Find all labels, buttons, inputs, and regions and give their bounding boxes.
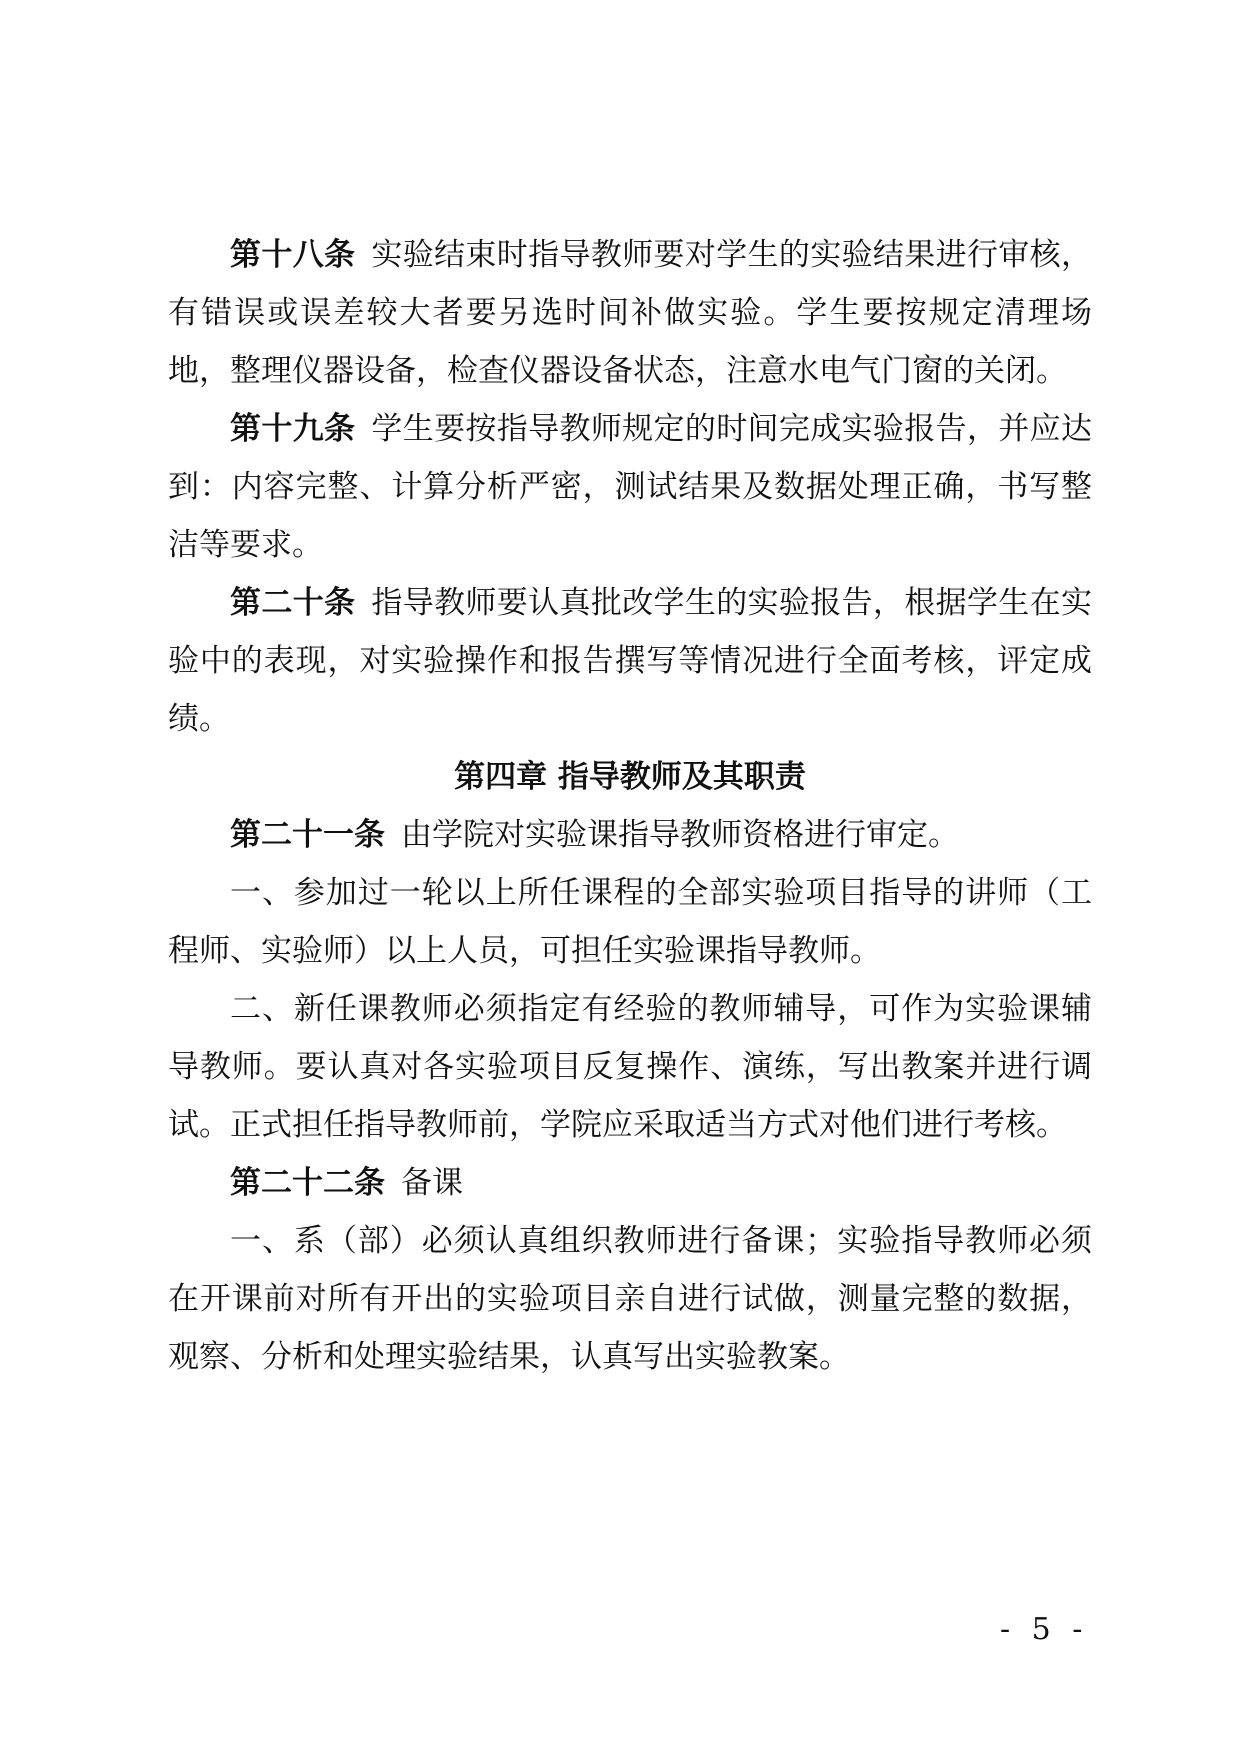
article-18: [168, 226, 1092, 400]
article-21-item-1: [168, 864, 1092, 980]
document-body: [168, 226, 1092, 1386]
item-text: 一、系（部）必须认真组织教师进行备课；实验指导教师必须在开课前对所有开出的实验项目亲自进行试做，测量完整的数据，观察、分析和处理实验结果，认真写出实验教案。: [168, 1223, 1092, 1375]
article-text: 实验结束时指导教师要对学生的实验结果进行审核，有错误或误差较大者要另选时间补做实验。学生要按规定清理场地，整理仪器设备，检查仪器设备状态，注意水电气门窗的关闭。: [168, 237, 1093, 389]
article-heading: 第二十条: [230, 585, 356, 621]
article-22: [168, 1154, 1092, 1212]
article-heading: 第二十二条: [230, 1165, 385, 1201]
article-heading: 第十八条: [230, 237, 356, 273]
chapter-title: 第四章 指导教师及其职责: [454, 759, 806, 795]
article-19: [168, 400, 1092, 574]
article-20: [168, 574, 1092, 748]
article-text: 学生要按指导教师规定的时间完成实验报告，并应达到：内容完整、计算分析严密，测试结果及数据处理正确，书写整洁等要求。: [168, 411, 1093, 563]
article-21-item-2: [168, 980, 1092, 1154]
item-text: 二、新任课教师必须指定有经验的教师辅导，可作为实验课辅导教师。要认真对各实验项目反复操作、演练，写出教案并进行调试。正式担任指导教师前，学院应采取适当方式对他们进行考核。: [168, 991, 1092, 1143]
article-text: 备课: [401, 1165, 463, 1201]
page-number: - 5 -: [1000, 1612, 1089, 1647]
article-22-item-1: [168, 1212, 1092, 1386]
article-heading: 第十九条: [230, 411, 356, 447]
article-text: 指导教师要认真批改学生的实验报告，根据学生在实验中的表现，对实验操作和报告撰写等情况进行全面考核，评定成绩。: [168, 585, 1093, 737]
item-text: 一、参加过一轮以上所任课程的全部实验项目指导的讲师（工程师、实验师）以上人员，可担任实验课指导教师。: [168, 875, 1092, 969]
article-text: 由学院对实验课指导教师资格进行审定。: [401, 817, 959, 853]
article-21: [168, 806, 1092, 864]
article-heading: 第二十一条: [230, 817, 385, 853]
